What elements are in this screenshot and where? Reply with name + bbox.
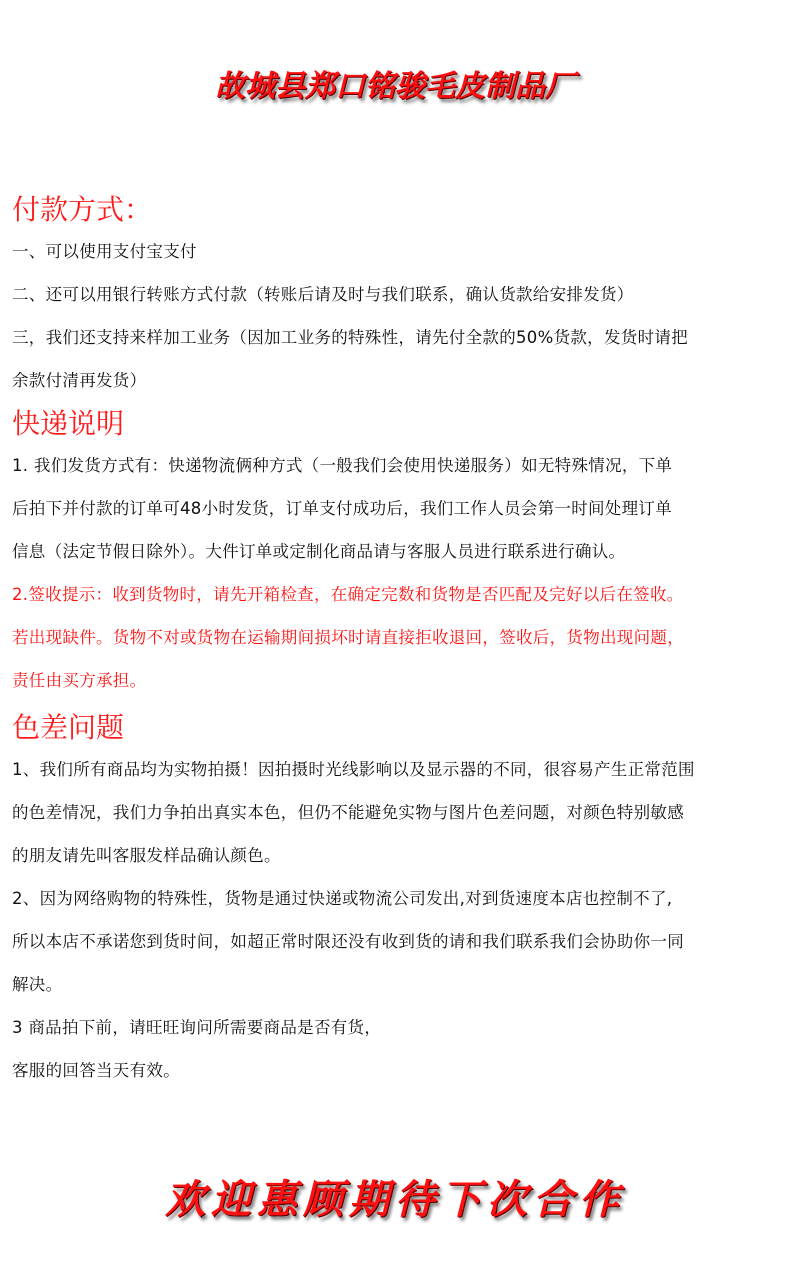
shipping-heading: 快递说明 [12,407,125,440]
color-difference-line: 解决。 [12,975,63,994]
payment-line: 余款付清再发货） [12,371,147,390]
payment-line: 一、可以使用支付宝支付 [12,242,197,261]
color-difference-line: 所以本店不承诺您到货时间，如超正常时限还没有收到货的请和我们联系我们会协助你一同 [12,932,684,951]
color-difference-section [12,708,784,1092]
color-difference-line: 的色差情况，我们力争拍出真实本色，但仍不能避免实物与图片色差问题，对颜色特别敏感 [12,803,684,822]
shipping-section [12,404,784,702]
color-difference-line: 1、我们所有商品均为实物拍摄！因拍摄时光线影响以及显示器的不同，很容易产生正常范围 [12,760,695,779]
signing-warning-line: 责任由买方承担。 [12,671,147,690]
signing-warning-line: 2.签收提示：收到货物时，请先开箱检查，在确定完数和货物是否匹配及完好以后在签收。 [12,585,684,604]
payment-line: 三，我们还支持来样加工业务（因加工业务的特殊性，请先付全款的50%货款，发货时请把 [12,328,688,347]
payment-line: 二、还可以用银行转账方式付款（转账后请及时与我们联系，确认货款给安排发货） [12,285,634,304]
shipping-line: 1. 我们发货方式有：快递物流俩种方式（一般我们会使用快递服务）如无特殊情况，下单 [12,456,673,475]
shipping-line: 后拍下并付款的订单可48小时发货，订单支付成功后，我们工作人员会第一时间处理订单 [12,499,672,518]
color-difference-line: 2、因为网络购物的特殊性，货物是通过快递或物流公司发出,对到货速度本店也控制不了, [12,889,673,908]
color-difference-line: 客服的回答当天有效。 [12,1061,180,1080]
color-difference-heading: 色差问题 [12,711,125,744]
signing-warning-line: 若出现缺件。货物不对或货物在运输期间损坏时请直接拒收退回，签收后，货物出现问题， [12,628,684,647]
payment-heading: 付款方式： [12,193,153,226]
color-difference-line: 3 商品拍下前，请旺旺询问所需要商品是否有货， [12,1018,382,1037]
welcome-slogan: 欢迎惠顾期待下次合作 [165,1177,625,1223]
payment-section [12,190,784,402]
color-difference-line: 的朋友请先叫客服发样品确认颜色。 [12,846,281,865]
policy-content [12,190,784,1092]
company-title: 故城县郑口铭骏毛皮制品厂 [215,69,575,104]
shipping-line: 信息（法定节假日除外）。大件订单或定制化商品请与客服人员进行联系进行确认。 [12,542,626,561]
